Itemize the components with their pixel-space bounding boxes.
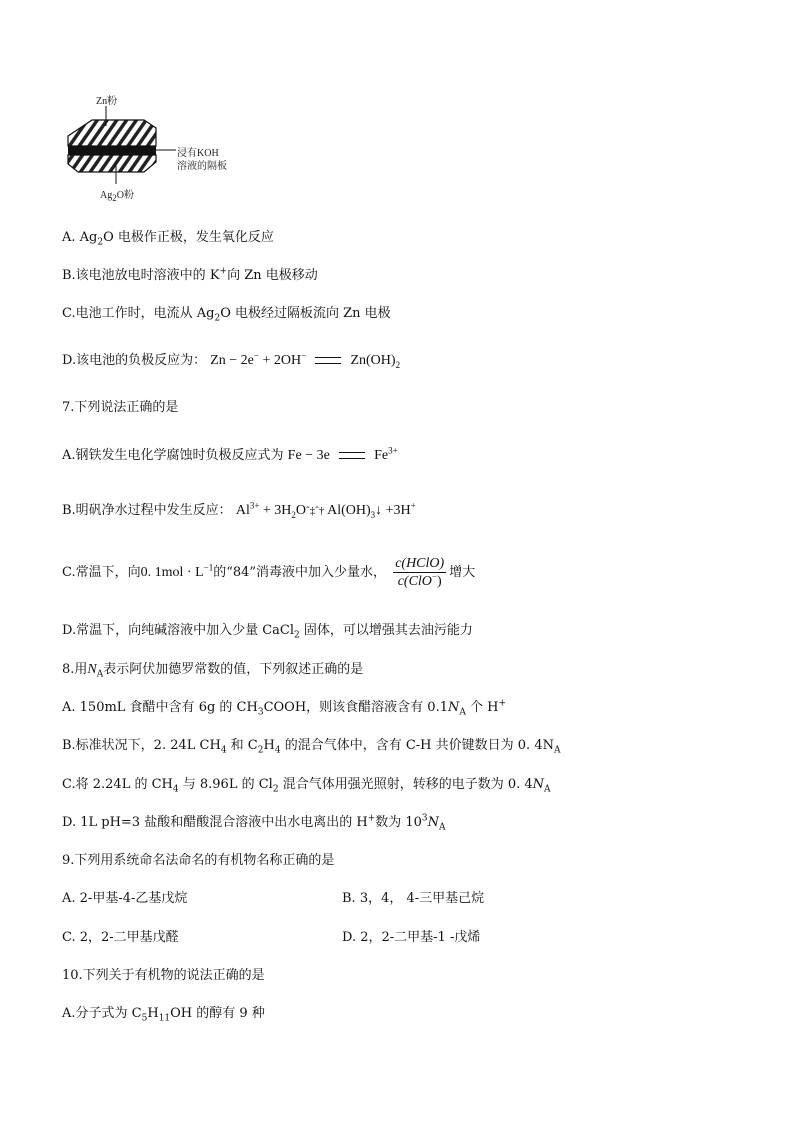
q6-option-d: D.该电池的负极反应为： Zn − 2e− + 2OH− $Zn(OH)_2$ bbox=[62, 350, 401, 370]
q9-option-c: C. 2，2-二甲基戊醛 bbox=[62, 930, 179, 945]
koh-label-line2: 溶液的隔板 bbox=[177, 161, 227, 172]
battery-diagram bbox=[66, 92, 256, 202]
q9-option-d: D. 2，2-二甲基-1 -戊烯 bbox=[342, 930, 481, 945]
q6-option-b: B.该电池放电时溶液中的 K+向 Zn 电极移动 bbox=[62, 266, 318, 283]
q8-option-d: D. 1L pH=3 盐酸和醋酸混合溶液中出水电离出的 H+数为 $10^3N_A$ bbox=[62, 813, 446, 833]
q8-option-a: A. 150mL 食醋中含有 6g 的 $CH_3COOH$，则该食醋溶液含有 $0.1N_A$ 个 H+ bbox=[62, 698, 507, 718]
q7-option-d: D.常温下，向纯碱溶液中加入少量 CaCl$_2$ 固体，可以增强其去油污能力 bbox=[62, 623, 473, 641]
q10-option-a: A.分子式为 $C_5H_{11}OH$ 的醇有 9 种 bbox=[62, 1006, 265, 1024]
q7-stem: 7.下列说法正确的是 bbox=[62, 400, 179, 415]
hclo-ratio-fraction: $\frac{\text{c(HClO)}}{c(ClO^-)}$ bbox=[395, 556, 445, 589]
q8-stem: 8.用$N_A$表示阿伏加德罗常数的值，下列叙述正确的是 bbox=[62, 662, 364, 680]
q7-option-a: A.钢铁发生电化学腐蚀时负极反应式为 Fe − 3e $Fe^{3+}$ bbox=[62, 445, 398, 463]
zn-powder-label: Zn粉 bbox=[96, 96, 118, 107]
koh-label-line1: 浸有KOH bbox=[177, 148, 219, 159]
equals-sign bbox=[339, 452, 365, 459]
q9-option-b: B. 3，4， 4-三甲基己烷 bbox=[342, 891, 485, 906]
q8-option-c: C.将 2.24L 的 $CH_4$ 与 8.96L 的 $Cl_2$ 混合气体用强光照射，转移的电子数为 0. $4N_A$ bbox=[62, 777, 551, 795]
equals-sign bbox=[315, 357, 341, 364]
q10-stem: 10.下列关于有机物的说法正确的是 bbox=[62, 968, 265, 983]
q6-option-a: A. $Ag_2O$ 电极作正极，发生氧化反应 bbox=[62, 230, 274, 248]
ag2o-powder-label: $Ag_2O$粉 bbox=[100, 190, 134, 203]
q9-option-a: A. 2-甲基-4-乙基戊烷 bbox=[62, 891, 188, 906]
q9-stem: 9.下列用系统命名法命名的有机物名称正确的是 bbox=[62, 853, 335, 868]
q7-option-c: C.常温下，向0. $1mol \cdot L^{-1}$的“84”消毒液中加入少量水， $\frac{\text{c(HClO)}}{c(ClO^-)}$ 增大 bbox=[62, 556, 476, 589]
q6-option-c: C.电池工作时，电流从 $Ag_2O$ 电极经过隔板流向 Zn 电极 bbox=[62, 306, 391, 324]
q8-option-b: B.标准状况下，2. 24L $CH_4$ 和 $C_2H_4$ 的混合气体中，含有 C-H 共价键数日为 0. $4N_A$ bbox=[62, 738, 561, 756]
battery-figure bbox=[66, 92, 256, 202]
q7-option-b: B.明矾净水过程中发生反应： $Al^{3+}$ + $3H_2Oˆ\ddagger ˆ\dagger$ $Al(OH)_3↓ +3H^+$ bbox=[62, 500, 416, 520]
